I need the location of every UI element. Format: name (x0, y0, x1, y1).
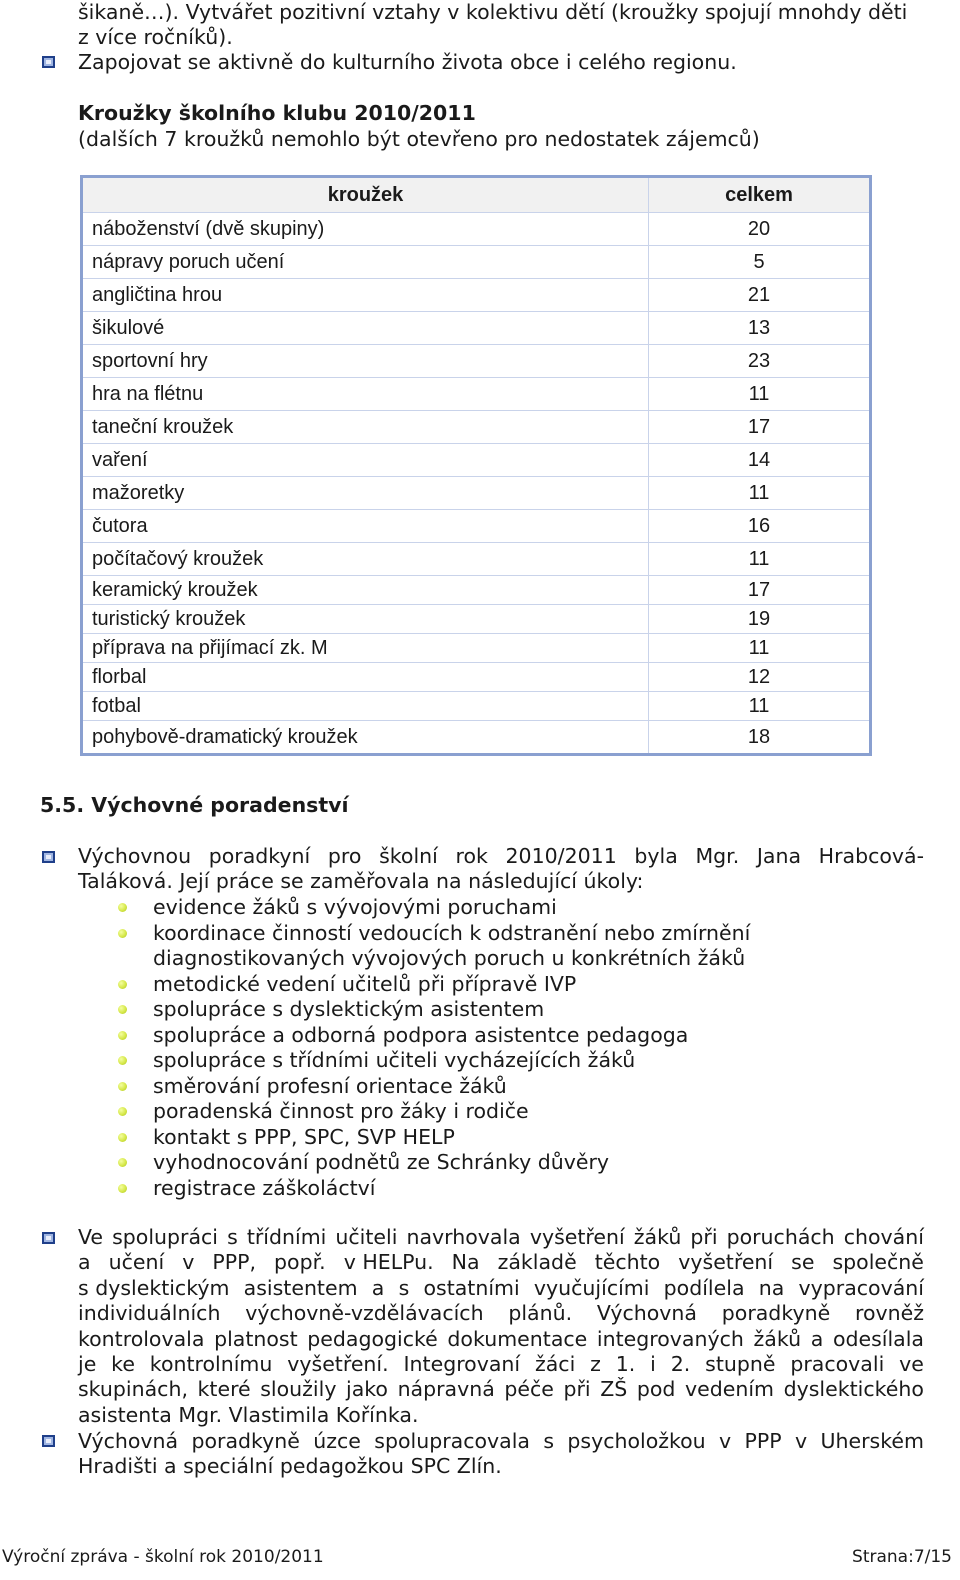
word: dokumentace (447, 1326, 588, 1351)
word: Výchovná (596, 1301, 697, 1326)
club-name: angličtina hrou (82, 279, 649, 312)
task-item: spolupráce s dyslektickým asistentem (153, 997, 545, 1021)
task-item: evidence žáků s vývojovými poruchami (153, 895, 557, 919)
table-row (82, 510, 871, 543)
text-line: z více ročníků). (78, 25, 233, 49)
round-bullet-icon (118, 1082, 127, 1091)
word: pedagogické (307, 1326, 438, 1351)
paragraph-line: asistenta Mgr. Vlastimila Kořínka. (78, 1403, 419, 1427)
word: je (78, 1352, 97, 1376)
word: individuálních (78, 1301, 221, 1326)
round-bullet-icon (118, 1184, 127, 1193)
paragraph-line (78, 1428, 924, 1454)
word: základě (497, 1250, 577, 1275)
club-name: nápravy poruch učení (82, 246, 649, 279)
word: 2. (670, 1352, 691, 1376)
table-row (82, 634, 871, 663)
word: psycholožkou (567, 1429, 706, 1453)
word: a (810, 1326, 824, 1351)
paragraph-line (78, 1224, 924, 1250)
word: žáků (633, 1225, 682, 1249)
club-name: náboženství (dvě skupiny) (82, 213, 649, 246)
clubs-table (80, 175, 872, 756)
club-name: taneční kroužek (82, 411, 649, 444)
header-total: celkem (649, 177, 871, 213)
round-bullet-icon (118, 1005, 127, 1014)
table-row (82, 444, 871, 477)
intro-line (78, 843, 924, 869)
square-bullet-icon (42, 851, 55, 863)
club-name: vaření (82, 444, 649, 477)
club-name: mažoretky (82, 477, 649, 510)
table-row (82, 246, 871, 279)
word: školní (379, 844, 438, 868)
task-item: kontakt s PPP, SPC, SVP HELP (153, 1124, 455, 1149)
club-name: počítačový kroužek (82, 543, 649, 576)
word: stupně (705, 1352, 776, 1376)
word: ZŠ (600, 1377, 628, 1402)
word: navrhovala (406, 1225, 521, 1249)
club-total: 20 (649, 213, 871, 246)
paragraph-line (78, 1275, 924, 1301)
club-total: 11 (649, 692, 871, 721)
word: poradkyně (191, 1429, 300, 1453)
club-name: šikulové (82, 312, 649, 345)
round-bullet-icon (118, 1158, 127, 1167)
word: těchto (594, 1250, 661, 1275)
intro-line: Taláková. Její práce se zaměřovala na následující úkoly: (78, 869, 644, 893)
table-row (82, 345, 871, 378)
task-item: poradenská činnost pro žáky i rodiče (153, 1099, 529, 1123)
word: Uherském (820, 1429, 924, 1453)
word: ke (111, 1352, 135, 1376)
club-name: hra na flétnu (82, 378, 649, 411)
word: i (650, 1352, 656, 1376)
word: plánů. (508, 1301, 573, 1326)
word: odesílala (832, 1326, 924, 1351)
table-row (82, 576, 871, 605)
round-bullet-icon (118, 1133, 127, 1142)
task-item: koordinace činností vedoucích k odstranění nebo zmírnění (153, 920, 751, 945)
word: sloužily (260, 1377, 337, 1402)
word: s (398, 1275, 410, 1300)
paragraph-line (78, 1249, 924, 1275)
word: v (182, 1250, 195, 1275)
club-name: keramický kroužek (82, 576, 649, 605)
word: s (543, 1429, 555, 1453)
word: Mgr. (695, 844, 740, 868)
word: vyšetření (678, 1250, 774, 1275)
round-bullet-icon (118, 1031, 127, 1040)
paragraph-line (78, 1351, 924, 1377)
word: kontrolovala (78, 1326, 205, 1351)
club-name: sportovní hry (82, 345, 649, 378)
word: pracovali (790, 1352, 885, 1376)
word: v (719, 1429, 732, 1453)
word: skupinách, (78, 1377, 188, 1402)
table-row (82, 543, 871, 576)
word: poruchách (726, 1225, 835, 1249)
word: PPP, (212, 1250, 256, 1275)
word: na (758, 1275, 785, 1300)
club-total: 17 (649, 576, 871, 605)
word: platnost (214, 1326, 298, 1351)
round-bullet-icon (118, 1107, 127, 1116)
word: s dyslektickým (78, 1275, 230, 1300)
table-row (82, 213, 871, 246)
task-item: spolupráce a odborná podpora asistentce pedagoga (153, 1022, 689, 1047)
word: vyučujícími (533, 1275, 650, 1300)
word: s (227, 1225, 238, 1249)
word: úzce (313, 1429, 361, 1453)
table-row (82, 721, 871, 755)
word: a (78, 1250, 91, 1275)
club-name: čutora (82, 510, 649, 543)
club-total: 16 (649, 510, 871, 543)
paragraph-line (78, 1376, 924, 1402)
club-total: 11 (649, 634, 871, 663)
club-name: turistický kroužek (82, 605, 649, 634)
word: byla (634, 844, 678, 868)
club-total: 14 (649, 444, 871, 477)
task-item-continuation: diagnostikovaných vývojových poruch u konkrétních žáků (153, 946, 746, 970)
word: 2010/2011 (505, 844, 617, 868)
club-name: pohybově-dramatický kroužek (82, 721, 649, 755)
club-total: 21 (649, 279, 871, 312)
word: při (690, 1225, 718, 1249)
word: chování (843, 1225, 924, 1249)
table-row (82, 477, 871, 510)
word: Výchovná (78, 1429, 179, 1453)
round-bullet-icon (118, 903, 127, 912)
word: 1. (615, 1352, 636, 1376)
task-item: směrování profesní orientace žáků (153, 1073, 507, 1098)
table-header-row (82, 177, 871, 213)
word: spolupracovala (374, 1429, 530, 1453)
word: péče (504, 1377, 554, 1402)
task-item: spolupráce s třídními učiteli vycházejících žáků (153, 1048, 636, 1072)
footer-page-number: Strana:7/15 (852, 1547, 952, 1567)
club-total: 12 (649, 663, 871, 692)
word: se (791, 1250, 815, 1275)
word: dyslektického (783, 1377, 924, 1402)
text-line: Zapojovat se aktivně do kulturního života obce i celého regionu. (78, 50, 737, 74)
word: podílela (663, 1275, 745, 1300)
word: Výchovnou (78, 844, 192, 868)
word: a (371, 1275, 385, 1300)
club-total: 11 (649, 543, 871, 576)
text-line: šikaně…). Vytvářet pozitivní vztahy v kolektivu dětí (kroužky spojují mnohdy děti (78, 0, 908, 24)
word: poradkyní (208, 844, 311, 868)
club-total: 18 (649, 721, 871, 755)
word: pro (327, 844, 362, 868)
word: spolupráci (112, 1225, 219, 1249)
word: žáků (753, 1326, 802, 1351)
paragraph-line (78, 1326, 924, 1352)
word: pod (636, 1377, 676, 1402)
word: učiteli (335, 1225, 398, 1249)
word: Hrabcová- (818, 844, 924, 868)
word: výchovně-vzdělávacích (245, 1301, 484, 1326)
word: ve (899, 1352, 924, 1376)
word: ostatními (423, 1275, 520, 1300)
square-bullet-icon (42, 1232, 55, 1244)
club-total: 11 (649, 477, 871, 510)
club-total: 11 (649, 378, 871, 411)
round-bullet-icon (118, 929, 127, 938)
word: společně (832, 1250, 924, 1275)
word: integrovaných (596, 1326, 744, 1351)
word: učení (108, 1250, 165, 1275)
word: PPP (744, 1429, 782, 1453)
word: v HELPu. (343, 1250, 434, 1275)
word: při (563, 1377, 591, 1402)
word: nápravná (397, 1377, 495, 1402)
task-item: metodické vedení učitelů při přípravě IVP (153, 971, 577, 996)
word: vypracování (798, 1275, 924, 1300)
square-bullet-icon (42, 56, 55, 68)
club-name: příprava na přijímací zk. M (82, 634, 649, 663)
word: vyšetření (529, 1225, 625, 1249)
word: Ve (78, 1225, 104, 1249)
clubs-subtitle: (dalších 7 kroužků nemohlo být otevřeno pro nedostatek zájemců) (78, 127, 760, 151)
word: poradkyně (721, 1301, 831, 1326)
table-row (82, 605, 871, 634)
word: rovněž (854, 1301, 924, 1326)
paragraph-line: Hradišti a speciální pedagožkou SPC Zlín. (78, 1454, 502, 1478)
word: které (197, 1377, 251, 1402)
word: v (795, 1429, 808, 1453)
word: Na (451, 1250, 480, 1275)
round-bullet-icon (118, 980, 127, 989)
square-bullet-icon (42, 1435, 55, 1447)
club-name: fotbal (82, 692, 649, 721)
word: vedením (685, 1377, 775, 1402)
table-row (82, 663, 871, 692)
word: třídními (246, 1225, 327, 1249)
word: kontrolnímu (149, 1352, 273, 1376)
word: Jana (756, 844, 802, 868)
table-row (82, 378, 871, 411)
header-club: kroužek (82, 177, 649, 213)
word: žáci (534, 1352, 576, 1376)
word: jako (346, 1377, 388, 1402)
word: rok (455, 844, 488, 868)
club-total: 5 (649, 246, 871, 279)
clubs-title: Kroužky školního klubu 2010/2011 (78, 101, 476, 125)
table-row (82, 411, 871, 444)
footer-title: Výroční zpráva - školní rok 2010/2011 (2, 1547, 324, 1567)
round-bullet-icon (118, 1056, 127, 1065)
word: Integrovaní (403, 1352, 521, 1376)
word: z (590, 1352, 601, 1376)
word: asistentem (243, 1275, 358, 1300)
table-row (82, 312, 871, 345)
word: vyšetření. (287, 1352, 389, 1376)
table-row (82, 692, 871, 721)
club-total: 13 (649, 312, 871, 345)
club-total: 23 (649, 345, 871, 378)
paragraph-line (78, 1300, 924, 1326)
word: popř. (274, 1250, 326, 1275)
section-heading: 5.5. Výchovné poradenství (40, 793, 349, 817)
table-row (82, 279, 871, 312)
task-item: vyhodnocování podnětů ze Schránky důvěry (153, 1150, 610, 1174)
task-item: registrace záškoláctví (153, 1175, 376, 1200)
club-total: 19 (649, 605, 871, 634)
club-total: 17 (649, 411, 871, 444)
club-name: florbal (82, 663, 649, 692)
